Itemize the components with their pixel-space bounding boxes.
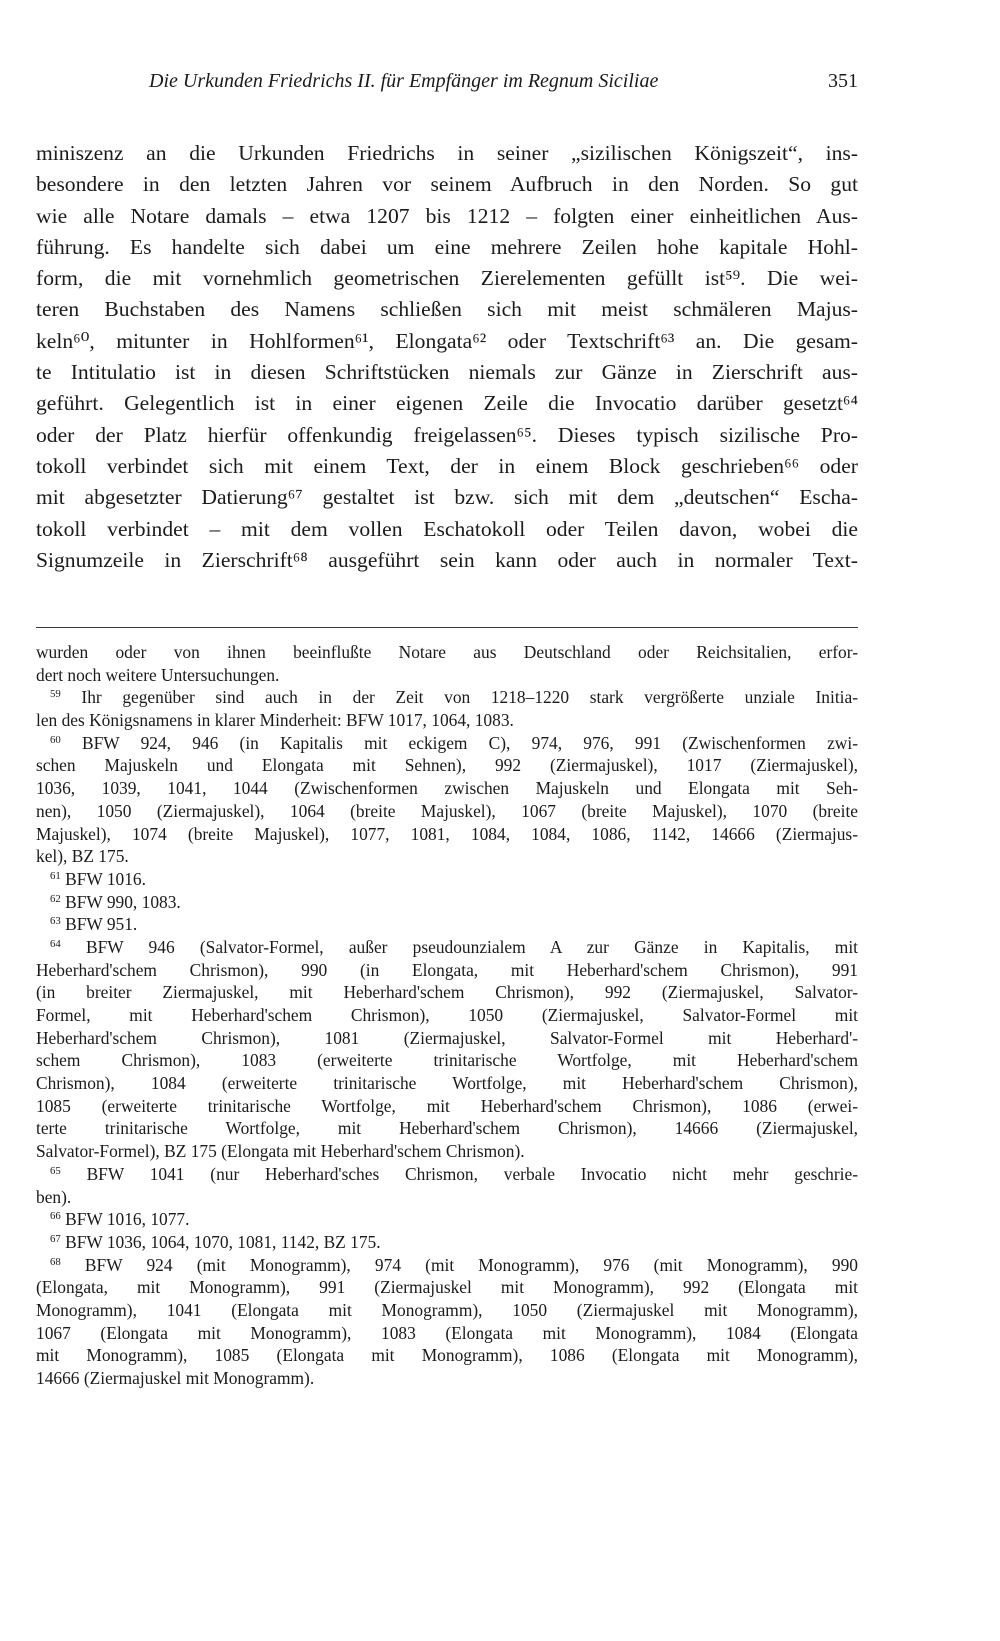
footnote-60-line <box>36 777 858 800</box>
footnote-60-line <box>36 823 858 846</box>
footnote-64-line <box>36 1095 858 1118</box>
footnote-68-line <box>36 1276 858 1299</box>
footnote-text: BFW 1016. <box>65 868 146 889</box>
running-header <box>36 70 858 100</box>
footnote-number: 61 <box>50 869 61 882</box>
footnote-number: 66 <box>50 1210 61 1223</box>
footnote-text: BFW 1016, 1077. <box>65 1209 190 1230</box>
footnote-text: BFW 946 (Salvator-Formel, außer pseudounzialem A zur Gänze in Kapitalis, mit <box>85 936 858 957</box>
body-line: mit abgesetzter Datierung⁶⁷ gestaltet ist bzw. sich mit dem „deutschen“ Escha- <box>36 485 858 510</box>
body-line: Signumzeile in Zierschrift⁶⁸ ausgeführt sein kann oder auch in normaler Text- <box>36 547 858 572</box>
footnote-text: BFW 990, 1083. <box>65 891 181 912</box>
footnote-67-line <box>36 1231 858 1254</box>
footnote-text: Ihr gegenüber sind auch in der Zeit von 1218–1220 stark vergrößerte unziale Initia- <box>81 687 858 708</box>
footnote-60-line <box>36 800 858 823</box>
footnote-text: (Elongata, mit Monogramm), 991 (Ziermajuskel mit Monogramm), 992 (Elongata mit <box>36 1277 858 1298</box>
footnote-66-line <box>36 1208 858 1231</box>
footnote-64-line <box>36 1027 858 1050</box>
footnote-text: BFW 924 (mit Monogramm), 974 (mit Monogramm), 976 (mit Monogramm), 990 <box>84 1254 858 1275</box>
body-line: keln⁶⁰, mitunter in Hohlformen⁶¹, Elongata⁶² oder Textschrift⁶³ an. Die gesam- <box>36 328 858 353</box>
body-line: teren Buchstaben des Namens schließen sich mit meist schmäleren Majus- <box>36 297 858 322</box>
footnote-text: 14666 (Ziermajuskel mit Monogramm). <box>36 1368 315 1388</box>
footnote-text: Heberhard'schem Chrismon), 990 (in Elongata, mit Heberhard'schem Chrismon), 991 <box>36 959 858 980</box>
footnote-68-line <box>36 1299 858 1322</box>
body-text <box>36 138 858 576</box>
footnote-60-line <box>36 845 858 868</box>
footnote-text: Heberhard'schem Chrismon), 1081 (Ziermajuskel, Salvator-Formel mit Heberhard'- <box>36 1027 858 1048</box>
footnote-number: 62 <box>50 892 61 905</box>
running-title: Die Urkunden Friedrichs II. für Empfänger im Regnum Siciliae <box>149 70 659 92</box>
footnote-59-line <box>36 709 858 732</box>
footnote-64-line <box>36 981 858 1004</box>
footnote-62-line <box>36 891 858 914</box>
body-line: führung. Es handelte sich dabei um eine mehrere Zeilen hohe kapitale Hohl- <box>36 234 858 259</box>
footnote-59-line <box>36 686 858 709</box>
footnotes <box>36 641 858 1390</box>
footnote-separator <box>36 627 858 628</box>
footnote-text: BFW 924, 946 (in Kapitalis mit eckigem C), 974, 976, 991 (Zwischenformen zwi- <box>82 732 858 753</box>
footnote-text: 1036, 1039, 1041, 1044 (Zwischenformen zwischen Majuskeln und Elongata mit Seh- <box>36 778 858 799</box>
footnote-number: 59 <box>50 688 61 701</box>
footnote-60-line <box>36 732 858 755</box>
footnote-text: BFW 1036, 1064, 1070, 1081, 1142, BZ 175. <box>65 1231 381 1252</box>
footnote-64-line <box>36 1117 858 1140</box>
footnote-number: 68 <box>50 1255 61 1268</box>
body-line: tokoll verbindet – mit dem vollen Eschatokoll oder Teilen davon, wobei die <box>36 516 858 541</box>
footnote-64-line <box>36 1072 858 1095</box>
footnote-number: 65 <box>50 1164 61 1177</box>
footnote-61-line <box>36 868 858 891</box>
footnote-text: len des Königsnamens in klarer Minderheit: BFW 1017, 1064, 1083. <box>36 710 514 731</box>
footnote-continuation-line: dert noch weitere Untersuchungen. <box>36 664 280 685</box>
footnote-text: Chrismon), 1084 (erweiterte trinitarische Wortfolge, mit Heberhard'schem Chrismon), <box>36 1073 858 1094</box>
footnote-text: terte trinitarische Wortfolge, mit Heberhard'schem Chrismon), 14666 (Ziermajuskel, <box>36 1118 858 1139</box>
footnote-text: (in breiter Ziermajuskel, mit Heberhard'schem Chrismon), 992 (Ziermajuskel, Salvator- <box>36 982 858 1003</box>
footnote-text: schem Chrismon), 1083 (erweiterte trinitarische Wortfolge, mit Heberhard'schem <box>36 1050 858 1071</box>
footnote-68-line <box>36 1254 858 1277</box>
page-number: 351 <box>828 70 858 92</box>
footnote-64-line <box>36 1004 858 1027</box>
footnote-number: 64 <box>50 938 61 951</box>
footnote-text: BFW 951. <box>65 914 138 935</box>
footnote-text: Majuskel), 1074 (breite Majuskel), 1077, 1081, 1084, 1084, 1086, 1142, 14666 (Ziermajus- <box>36 823 858 844</box>
footnote-text: mit Monogramm), 1085 (Elongata mit Monogramm), 1086 (Elongata mit Monogramm), <box>36 1345 858 1366</box>
footnote-64-line <box>36 936 858 959</box>
body-line: geführt. Gelegentlich ist in einer eigenen Zeile die Invocatio darüber gesetzt⁶⁴ <box>36 391 858 416</box>
body-line: oder der Platz hierfür offenkundig freigelassen⁶⁵. Dieses typisch sizilische Pro- <box>36 422 858 447</box>
footnote-number: 67 <box>50 1232 61 1245</box>
footnote-68-line <box>36 1367 858 1390</box>
footnote-65-line <box>36 1163 858 1186</box>
footnote-68-line <box>36 1344 858 1367</box>
body-line: miniszenz an die Urkunden Friedrichs in seiner „sizilischen Königszeit“, ins- <box>36 141 858 165</box>
body-line: wie alle Notare damals – etwa 1207 bis 1212 – folgten einer einheitlichen Aus- <box>36 203 858 228</box>
footnote-text: schen Majuskeln und Elongata mit Sehnen), 992 (Ziermajuskel), 1017 (Ziermajuskel), <box>36 755 858 776</box>
footnote-text: 1067 (Elongata mit Monogramm), 1083 (Elongata mit Monogramm), 1084 (Elongata <box>36 1322 858 1343</box>
footnote-text: ben). <box>36 1186 72 1207</box>
footnote-text: BFW 1041 (nur Heberhard'sches Chrismon, verbale Invocatio nicht mehr geschrie- <box>86 1163 858 1184</box>
footnote-text: Formel, mit Heberhard'schem Chrismon), 1050 (Ziermajuskel, Salvator-Formel mit <box>36 1005 858 1025</box>
footnote-64-line <box>36 1049 858 1072</box>
footnote-text: Salvator-Formel), BZ 175 (Elongata mit Heberhard'schem Chrismon). <box>36 1141 525 1162</box>
body-line: besondere in den letzten Jahren vor seinem Aufbruch in den Norden. So gut <box>36 172 858 197</box>
footnote-65-line <box>36 1186 858 1209</box>
footnote-64-line <box>36 959 858 982</box>
footnote-number: 60 <box>50 733 61 746</box>
footnote-63-line <box>36 913 858 936</box>
footnote-number: 63 <box>50 915 61 928</box>
footnote-64-line <box>36 1140 858 1163</box>
footnote-text: Monogramm), 1041 (Elongata mit Monogramm), 1050 (Ziermajuskel mit Monogramm), <box>36 1299 858 1320</box>
footnote-continuation-line: wurden oder von ihnen beeinflußte Notare aus Deutschland oder Reichsitalien, erfor- <box>36 642 858 662</box>
footnote-60-line <box>36 754 858 777</box>
footnote-68-line <box>36 1322 858 1345</box>
footnote-text: 1085 (erweiterte trinitarische Wortfolge, mit Heberhard'schem Chrismon), 1086 (erwei- <box>36 1095 858 1116</box>
footnote-text: kel), BZ 175. <box>36 846 129 867</box>
body-line: te Intitulatio ist in diesen Schriftstücken niemals zur Gänze in Zierschrift aus- <box>36 360 858 385</box>
body-line: form, die mit vornehmlich geometrischen Zierelementen gefüllt ist⁵⁹. Die wei- <box>36 266 858 291</box>
body-line: tokoll verbindet sich mit einem Text, der in einem Block geschrieben⁶⁶ oder <box>36 453 858 478</box>
footnote-text: nen), 1050 (Ziermajuskel), 1064 (breite Majuskel), 1067 (breite Majuskel), 1070 (breite <box>36 800 858 821</box>
